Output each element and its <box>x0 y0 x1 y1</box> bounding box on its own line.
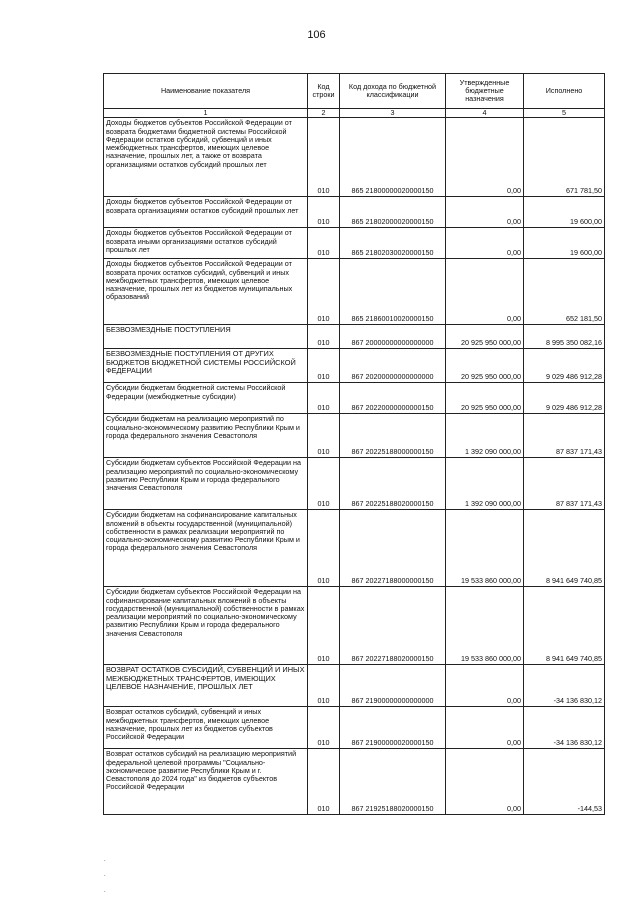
row-approved: 0,00 <box>446 749 524 815</box>
row-code: 010 <box>308 587 340 665</box>
row-name: БЕЗВОЗМЕЗДНЫЕ ПОСТУПЛЕНИЯ ОТ ДРУГИХ БЮДЖЕТОВ БЮДЖЕТНОЙ СИСТЕМЫ РОССИЙСКОЙ ФЕДЕРАЦИИ <box>104 349 308 383</box>
row-name: Доходы бюджетов субъектов Российской Федерации от возврата прочих остатков субсидий, субвенций и иных межбюджетных трансфертов, имеющих целевое назначение, прошлых лет из бюджетов муниципальных образований <box>104 259 308 325</box>
header-name: Наименование показателя <box>104 74 308 109</box>
scan-mark: . <box>104 857 106 863</box>
row-approved: 19 533 860 000,00 <box>446 510 524 587</box>
table-row <box>104 349 605 383</box>
row-kbk: 865 21800000020000150 <box>340 118 446 197</box>
row-approved: 0,00 <box>446 707 524 749</box>
table-row <box>104 325 605 349</box>
row-executed: -34 136 830,12 <box>524 707 605 749</box>
row-kbk: 867 20227188020000150 <box>340 587 446 665</box>
row-code: 010 <box>308 665 340 707</box>
row-kbk: 867 21925188020000150 <box>340 749 446 815</box>
column-number: 2 <box>308 109 340 118</box>
row-kbk: 867 20225188000000150 <box>340 414 446 458</box>
column-number: 5 <box>524 109 605 118</box>
row-executed: -144,53 <box>524 749 605 815</box>
table-row <box>104 587 605 665</box>
row-executed: 9 029 486 912,28 <box>524 383 605 414</box>
row-code: 010 <box>308 118 340 197</box>
row-executed: 87 837 171,43 <box>524 458 605 510</box>
row-kbk: 865 21860010020000150 <box>340 259 446 325</box>
row-code: 010 <box>308 458 340 510</box>
table-row <box>104 665 605 707</box>
table-row <box>104 383 605 414</box>
row-code: 010 <box>308 228 340 259</box>
row-kbk: 867 21900000020000150 <box>340 707 446 749</box>
row-name: ВОЗВРАТ ОСТАТКОВ СУБСИДИЙ, СУБВЕНЦИЙ И ИНЫХ МЕЖБЮДЖЕТНЫХ ТРАНСФЕРТОВ, ИМЕЮЩИХ ЦЕЛЕВОЕ НАЗНАЧЕНИЕ, ПРОШЛЫХ ЛЕТ <box>104 665 308 707</box>
table-row <box>104 707 605 749</box>
row-name: Возврат остатков субсидий на реализацию мероприятий федеральной целевой программы "Социально-экономическое развитие Республики Крым и г. Севастополя до 2024 года" из бюджетов субъектов Российской Федерации <box>104 749 308 815</box>
row-approved: 0,00 <box>446 665 524 707</box>
table-row <box>104 510 605 587</box>
row-kbk: 867 20220000000000150 <box>340 383 446 414</box>
row-code: 010 <box>308 749 340 815</box>
row-kbk: 867 20225188020000150 <box>340 458 446 510</box>
header-approved: Утвержденные бюджетные назначения <box>446 74 524 109</box>
table-row <box>104 259 605 325</box>
row-name: Субсидии бюджетам на софинансирование капитальных вложений в объекты государственной (муниципальной) собственности в рамках реализации мероприятий по социально-экономическому развитию Республики Крым и города федерального значения Севастополя <box>104 510 308 587</box>
row-kbk: 867 20000000000000000 <box>340 325 446 349</box>
revenue-table <box>103 73 605 815</box>
row-approved: 1 392 090 000,00 <box>446 414 524 458</box>
row-name: Доходы бюджетов субъектов Российской Федерации от возврата организациями остатков субсидий прошлых лет <box>104 197 308 228</box>
row-code: 010 <box>308 383 340 414</box>
row-approved: 0,00 <box>446 197 524 228</box>
row-code: 010 <box>308 510 340 587</box>
row-name: Субсидии бюджетам на реализацию мероприятий по социально-экономическому развитию Республики Крым и города федерального значения Севастополя <box>104 414 308 458</box>
row-approved: 0,00 <box>446 259 524 325</box>
row-executed: 8 941 649 740,85 <box>524 587 605 665</box>
table-row <box>104 749 605 815</box>
row-kbk: 865 21802000020000150 <box>340 197 446 228</box>
row-approved: 0,00 <box>446 228 524 259</box>
row-code: 010 <box>308 259 340 325</box>
row-code: 010 <box>308 414 340 458</box>
scan-mark: . <box>104 872 106 878</box>
row-approved: 19 533 860 000,00 <box>446 587 524 665</box>
row-name: Субсидии бюджетам субъектов Российской Федерации на реализацию мероприятий по социально-экономическому развитию Республики Крым и города федерального значения Севастополя <box>104 458 308 510</box>
row-name: БЕЗВОЗМЕЗДНЫЕ ПОСТУПЛЕНИЯ <box>104 325 308 349</box>
row-kbk: 867 21900000000000000 <box>340 665 446 707</box>
column-number: 4 <box>446 109 524 118</box>
table-row <box>104 458 605 510</box>
row-approved: 20 925 950 000,00 <box>446 383 524 414</box>
row-code: 010 <box>308 707 340 749</box>
column-number: 1 <box>104 109 308 118</box>
header-executed: Исполнено <box>524 74 605 109</box>
row-kbk: 867 20200000000000000 <box>340 349 446 383</box>
row-code: 010 <box>308 197 340 228</box>
row-name: Возврат остатков субсидий, субвенций и иных межбюджетных трансфертов, имеющих целевое назначение, прошлых лет из бюджетов субъектов Российской Федерации <box>104 707 308 749</box>
row-executed: 19 600,00 <box>524 228 605 259</box>
header-kbk: Код дохода по бюджетной классификации <box>340 74 446 109</box>
row-executed: 8 995 350 082,16 <box>524 325 605 349</box>
row-executed: 671 781,50 <box>524 118 605 197</box>
table-row <box>104 228 605 259</box>
table-row <box>104 414 605 458</box>
row-executed: 87 837 171,43 <box>524 414 605 458</box>
row-executed: 652 181,50 <box>524 259 605 325</box>
row-name: Доходы бюджетов субъектов Российской Федерации от возврата бюджетами бюджетной системы Российской Федерации остатков субсидий, субвенций и иных межбюджетных трансфертов, имеющих целевое назначение, прошлых лет, а также от возврата организациями остатков субсидий прошлых лет <box>104 118 308 197</box>
page-number: 106 <box>307 29 326 41</box>
row-executed: 9 029 486 912,28 <box>524 349 605 383</box>
column-number: 3 <box>340 109 446 118</box>
table-row <box>104 118 605 197</box>
row-approved: 20 925 950 000,00 <box>446 325 524 349</box>
header-row <box>104 74 605 109</box>
header-code: Код строки <box>308 74 340 109</box>
row-kbk: 867 20227188000000150 <box>340 510 446 587</box>
row-approved: 20 925 950 000,00 <box>446 349 524 383</box>
row-kbk: 865 21802030020000150 <box>340 228 446 259</box>
row-executed: 8 941 649 740,85 <box>524 510 605 587</box>
row-code: 010 <box>308 325 340 349</box>
column-number-row <box>104 109 605 118</box>
row-name: Субсидии бюджетам субъектов Российской Федерации на софинансирование капитальных вложений в объекты государственной (муниципальной) собственности в рамках реализации мероприятий по социально-экономическому развитию Республики Крым и города федерального значения Севастополя <box>104 587 308 665</box>
row-approved: 1 392 090 000,00 <box>446 458 524 510</box>
row-code: 010 <box>308 349 340 383</box>
row-approved: 0,00 <box>446 118 524 197</box>
row-name: Субсидии бюджетам бюджетной системы Российской Федерации (межбюджетные субсидии) <box>104 383 308 414</box>
row-executed: -34 136 830,12 <box>524 665 605 707</box>
row-name: Доходы бюджетов субъектов Российской Федерации от возврата иными организациями остатков субсидий прошлых лет <box>104 228 308 259</box>
row-executed: 19 600,00 <box>524 197 605 228</box>
table-row <box>104 197 605 228</box>
scan-mark: . <box>104 888 106 894</box>
